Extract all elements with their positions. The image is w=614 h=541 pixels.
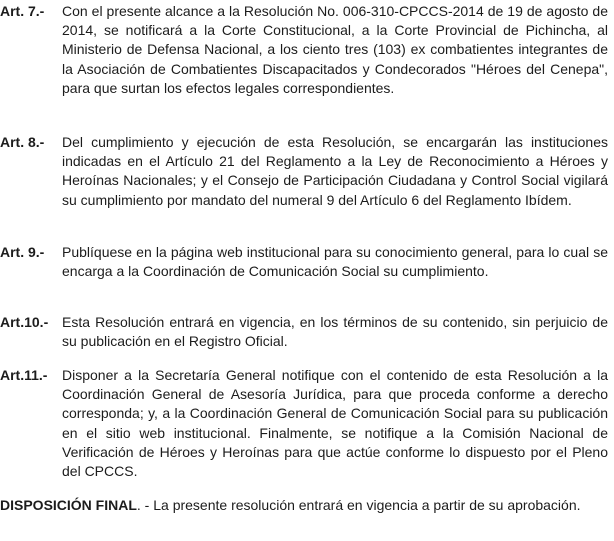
article-10-text: Esta Resolución entrará en vigencia, en los términos de su contenido, sin perjuicio de su publicación en el Registro Oficial. [62, 314, 608, 350]
article-8-text: Del cumplimiento y ejecución de esta Resolución, se encargarán las instituciones indicadas en el Artículo 21 del Reglamento a la Ley de Reconocimiento a Héroes y Heroínas Nacionales; y el Consejo de Participación Ciudadana y Control Social vigilará su cumplimiento por mandato del numeral 9 del Artículo 6 del Reglamento Ibídem. [62, 134, 608, 208]
article-11-label: Art.11.- [0, 367, 48, 383]
article-9-text: Publíquese en la página web institucional para su conocimiento general, para lo cual se encarga a la Coordinación de Comunicación Social su cumplimiento. [62, 244, 608, 280]
article-10-label: Art.10.- [0, 314, 49, 330]
article-11-text: Disponer a la Secretaría General notifique con el contenido de esta Resolución a la Coordinación General de Asesoría Jurídica, para que proceda conforme a derecho corresponda; y, a la Coordinación General de Comunicación Social para su publicación en el sitio web institucional. Finalmente, se notifique a la Comisión Nacional de Verificación de Héroes y Heroínas para que actúe conforme lo dispuesto por el Pleno del CPCCS. [62, 367, 608, 480]
article-9-label: Art. 9.- [0, 244, 45, 260]
final-provision-title: DISPOSICIÓN FINAL [0, 497, 137, 513]
article-7-label: Art. 7.- [0, 3, 45, 19]
final-provision-text: . - La presente resolución entrará en vigencia a partir de su aprobación. [136, 497, 581, 513]
article-7-text: Con el presente alcance a la Resolución No. 006-310-CPCCS-2014 de 19 de agosto de 2014, se notificará a la Corte Constitucional, a la Corte Provincial de Pichincha, al Ministerio de Defensa Nacional, a los ciento tres (103) ex combatientes integrantes de la Asociación de Combatientes Discapacitados y Condecorados "Héroes del Cenepa", para que surtan los efectos legales correspondientes. [62, 3, 608, 96]
final-provision [0, 496, 608, 515]
article-8-label: Art. 8.- [0, 134, 45, 150]
